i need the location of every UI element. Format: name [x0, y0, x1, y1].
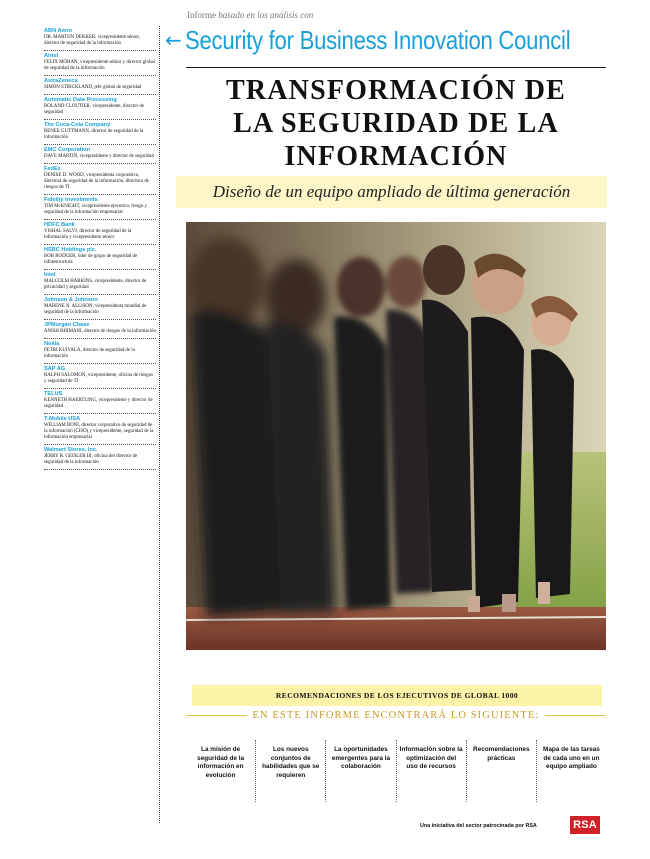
member-person: MARENE N. ALLISON, vicepresidenta mundial de seguridad de la información — [44, 304, 147, 315]
member-company: Nokia — [44, 341, 60, 347]
member-person: RENEE GUTTMANN, director de seguridad de la información — [44, 129, 144, 140]
member-company: T-Mobile USA — [44, 416, 81, 422]
member-company: Intel — [44, 272, 56, 278]
recommendations-title: RECOMENDACIONES DE LOS EJECUTIVOS DE GLOBAL 1000 — [275, 691, 519, 700]
member-company: EMC Corporation — [44, 147, 90, 153]
member-entry — [44, 445, 156, 470]
report-title-line: INFORMACIÓN — [284, 141, 508, 172]
topic-text: Los nuevos conjuntos de habilidades que se requieren — [262, 746, 320, 779]
member-entry — [44, 364, 156, 389]
member-entry — [44, 389, 156, 414]
member-entry — [44, 245, 156, 270]
arrow-left-icon: ← — [165, 28, 182, 52]
member-entry — [44, 295, 156, 320]
council-title: Security for Business Innovation Council — [184, 25, 571, 55]
member-entry — [44, 26, 156, 51]
report-title-line: TRANSFORMACIÓN DE — [225, 75, 567, 106]
member-company: ABN Amro — [44, 28, 73, 34]
member-company: Fidelity Investments — [44, 197, 98, 203]
member-person: WILLIAM BONI, director corporativo de seguridad de la información (CISO) y vicepresidente, seguridad de la información empresarial — [44, 423, 154, 440]
report-subtitle: Diseño de un equipo ampliado de última generación — [212, 182, 571, 201]
member-person: FELIX MOHAN, vicepresidente sénior y director global de seguridad de la información — [44, 60, 155, 71]
topic-item — [467, 740, 537, 802]
member-entry — [44, 414, 156, 445]
topic-item — [326, 740, 396, 802]
topic-item — [256, 740, 326, 802]
council-header — [165, 26, 638, 54]
member-person: KENNETH HAERTLING, vicepresidente y director de seguridad — [44, 398, 153, 409]
member-company: AstraZeneca — [44, 78, 78, 84]
member-person: ANISH BHIMANI, director de riesgos de la información — [44, 329, 156, 334]
member-entry — [44, 145, 156, 164]
member-entry — [44, 220, 156, 245]
hero-photo — [186, 222, 606, 650]
member-company: JPMorgan Chase — [44, 322, 90, 328]
member-company: HDFC Bank — [44, 222, 75, 228]
council-members-sidebar — [44, 26, 156, 823]
member-entry — [44, 270, 156, 295]
member-company: SAP AG — [44, 366, 66, 372]
member-person: JERRY R. GEISLER III, oficina del director de seguridad de la información — [44, 454, 138, 465]
member-company: Airtel — [44, 53, 59, 59]
member-person: SIMON STRICKLAND, jefe global de seguridad — [44, 85, 142, 90]
subtitle-band — [176, 176, 607, 208]
member-company: Walmart Stores, Inc. — [44, 447, 98, 453]
member-entry — [44, 164, 156, 195]
topic-text: Recomendaciones prácticas — [473, 746, 530, 762]
member-person: ROLAND CLOUTIER, vicepresidente, director de seguridad — [44, 104, 144, 115]
member-person: VISHAL SALVI, director de seguridad de la información y vicepresidente sénior — [44, 229, 132, 240]
member-person: DR. MARTIJN DEKKER, vicepresidente sénior, director de seguridad de la información — [44, 35, 141, 46]
member-person: MALCOLM HARKINS, vicepresidente, director de privacidad y seguridad — [44, 279, 147, 290]
member-company: TELUS — [44, 391, 63, 397]
topic-item — [397, 740, 467, 802]
member-company: Automatic Data Processing — [44, 97, 117, 103]
member-person: PETRI KUIVALA, director de seguridad de la información — [44, 348, 135, 359]
report-note — [187, 10, 313, 20]
report-emphasis: basado en los análisis con — [218, 10, 314, 20]
report-title — [186, 74, 606, 173]
member-company: The Coca-Cola Company — [44, 122, 111, 128]
divider — [186, 715, 247, 716]
rsa-logo — [570, 816, 600, 834]
member-entry — [44, 195, 156, 220]
topic-item — [186, 740, 256, 802]
topic-text: La oportunidades emergentes para la colaboración — [331, 746, 391, 771]
member-person: TIM McKNIGHT, vicepresidente ejecutivo, riesgo y seguridad de la información empresarial — [44, 204, 147, 215]
member-entry — [44, 95, 156, 120]
member-company: FedEx — [44, 166, 61, 172]
header-rule — [186, 67, 606, 68]
in-report-heading — [186, 710, 606, 721]
recommendations-band — [192, 685, 602, 706]
divider — [545, 715, 606, 716]
topic-text: La misión de seguridad de la información en evolución — [197, 746, 245, 779]
in-report-text: EN ESTE INFORME ENCONTRARÁ LO SIGUIENTE: — [252, 710, 540, 721]
member-person: RALPH SALOMON, vicepresidente, oficina de riesgos y seguridad de TI — [44, 373, 154, 384]
member-person: DAVE MARTIN, vicepresidente y director de seguridad — [44, 154, 155, 159]
rsa-logo-text: RSA — [573, 819, 597, 831]
report-title-line: LA SEGURIDAD DE LA — [233, 108, 559, 139]
report-prefix: Informe — [187, 10, 219, 20]
member-entry — [44, 339, 156, 364]
topic-text: Información sobre la optimización del uso de recursos — [399, 746, 463, 771]
sponsor-note: Una iniciativa del sector patrocinada por RSA — [420, 823, 537, 829]
member-company: HSBC Holdings plc. — [44, 247, 97, 253]
report-topics — [186, 740, 606, 802]
member-person: DENISE D. WOOD, vicepresidenta corporativa, directora de seguridad de la información, directora de riesgos de TI — [44, 173, 149, 190]
member-company: Johnson & Johnson — [44, 297, 98, 303]
member-entry — [44, 320, 156, 339]
member-entry — [44, 51, 156, 76]
topic-item — [537, 740, 606, 802]
member-person: BOB RODGER, líder de grupo de seguridad de infraestructura — [44, 254, 138, 265]
member-entry — [44, 76, 156, 95]
runners-illustration — [186, 222, 606, 650]
topic-text: Mapa de las tareas de cada uno en un equipo ampliado — [543, 746, 600, 771]
member-entry — [44, 120, 156, 145]
